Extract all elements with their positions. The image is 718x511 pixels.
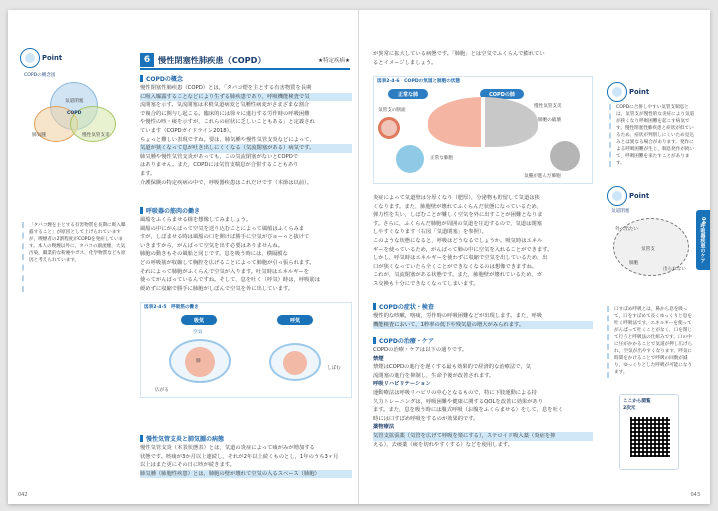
side-note: 「タバコ煙を主とする有害物質を長期に吸入曝露すること」が原因として上げられていますが，喫煙者の2割程度がCOPDを発症しています。本人の喫煙以外に，タバコの副流煙，大気汚染，職業的な粉塵やガス，化学物質なども原因と考えられています。 [22, 222, 126, 292]
heading-text: COPDの症状・検査 [379, 304, 434, 311]
line: ます。また，息を吸う時には腹式呼吸（お腹をふくらませる）をして，息を吐く [373, 407, 564, 414]
paragraph-symptoms [373, 312, 593, 329]
line: 呼吸リハビリテーション [373, 381, 431, 388]
fig-label: 肺胞の破壊 [538, 118, 561, 123]
qr-code-icon[interactable] [630, 417, 670, 457]
line: が異常に拡大している病態です。「肺胞」とは空気でふくらんで膨れてい [373, 51, 545, 57]
point-label: Point [629, 192, 650, 200]
line: 久力トレーニングは，呼吸困難や健康に関するQOLを改善に効果があり [373, 398, 544, 405]
line: す。さらに，ふくらんだ肺胞が周囲の気道を圧迫するので，気道は閉塞 [373, 220, 542, 227]
left-page [8, 10, 359, 504]
line: 風船をふくらませる様を想像してみましょう。 [140, 217, 252, 223]
label-widen: 広がる [155, 388, 169, 393]
line: すが，しぼませる時は風船の口を開けば勝手に空気がぴゅーっと抜けて [140, 234, 310, 241]
line: 肺気腫（肺胞性疾患）とは，肺胞の壁が壊れて空気の入るスペース（肺胞） [140, 470, 352, 479]
line: に吸入曝露することなどにより生ずる肺疾患であり，呼吸機能検査で気 [140, 93, 352, 102]
line: える），去痰薬（痰を切れやすくする）などを使用します。 [373, 441, 513, 448]
line: るとイメージしましょう。 [373, 59, 437, 66]
line: 機能検査において，1秒率の低下や残気量の増大がみられます。 [373, 321, 593, 330]
section-number: 6 [140, 53, 154, 67]
line: 慢性気管支炎（本表状態表）とは，気道の炎症によって痰がみが増加する [140, 445, 315, 451]
line: 風船の中にがんばって空気を送り込むことによって風船はふくらみま [140, 225, 305, 232]
line: 以上はまた更にその日に咳が続きます。 [140, 462, 235, 469]
page-number: 043 [690, 492, 700, 498]
line: 運動療法は呼吸リハビリの中心となるもので，特に下肢運動による持 [373, 389, 537, 396]
line: 慢性的な咳嗽，喀痰，労作時の呼吸困難などが出現します。また，呼吸 [373, 313, 543, 319]
figure-title: 図表2-4-5 呼吸筋の働き [144, 305, 199, 310]
side-note-pursed-lips: 口すぼめ呼吸とは，鼻から息を吸って，口をすぼめて長くゆっくりと息を吐く呼吸法です。エネルギーを使ってがんばって吐くことがなく，口を閉じて行うと呼吸法の仕組みです。口の中に圧がかかることで気道が押し広げられ，空気が出やすくなります。呼気に時間をかけることで呼吸の回数が減り，ゆっくりとした呼吸が可能になります。 [607, 306, 695, 378]
point-caption: COPDの概念図 [24, 73, 56, 78]
tab-number: 04 [700, 216, 706, 224]
line: 介護保険の特定疾病の中で，呼吸器疾患はこれだけです（本節は以前）。 [140, 179, 313, 186]
heading-text: 呼吸器の筋肉の働き [146, 208, 201, 215]
heading-text: COPDの概念 [146, 76, 183, 83]
chapter-tab [696, 210, 710, 270]
venn-label-top: 気道閉塞 [65, 99, 84, 104]
fig-label: 正常な肺胞 [430, 156, 453, 161]
tab-label: 呼吸器疾患のケア [699, 223, 706, 264]
label-inhale: 吸気 [181, 315, 217, 325]
heading-pathology [140, 434, 224, 443]
line: 炎症によって気道壁は分厚くなり（肥厚），分泌物も貯留して気道は狭 [373, 195, 540, 201]
section-tag: ★特定疾病★ [318, 58, 350, 64]
qr-label: ここから閲覧 2次元 [623, 399, 651, 411]
line: 肺胞の動きもその風船と同じです。息を吸う時には，横隔膜な [140, 251, 288, 258]
point-label: Point [629, 88, 650, 96]
line: で複合的に関与し起こる。臨床的には徐々に進行する労作時の呼吸困難 [140, 110, 310, 117]
right-page [359, 10, 710, 504]
line: ス交換も十分にできなくなってしまいます。 [373, 280, 479, 287]
line: 薬物療法 [373, 424, 395, 431]
line: ます。 [140, 170, 156, 177]
heading-symptoms [373, 302, 434, 311]
point-box-asthma [607, 82, 697, 182]
line: それによって肺胞がふくらんで空気が入ります。吐気時はエネルギーを [140, 268, 310, 275]
line: しかし，呼気時はエネルギーを使わずに収縮で空気を出しているため，出 [373, 255, 548, 262]
fig-label: 気腫が進んだ肺胞 [524, 174, 561, 179]
bubble-label: 外へ出たい [615, 227, 638, 232]
heading-respiratory-muscles [140, 206, 200, 215]
bubble-label: 出られない [663, 267, 686, 272]
line: 肺気腫や慢性気管支炎があっても，この気流閉塞がないとCOPDで [140, 153, 299, 160]
label-lungs: 肺 [196, 359, 201, 364]
qr-box [619, 394, 679, 470]
label-copd-lung: COPDの肺 [480, 89, 524, 99]
line: 禁煙 [373, 355, 384, 362]
book-spread [8, 10, 710, 504]
heading-text: 慢性気管支炎と肺気腫の病態 [146, 436, 225, 443]
bubble-label: 気管支 [641, 247, 655, 252]
lung-illustration [428, 97, 538, 147]
figure-respiratory-muscles [140, 302, 352, 398]
line: 慢性閉塞性肺疾患（COPD）とは，「タバコ煙を主とする有害物質を長期 [140, 85, 312, 91]
line: 流閉塞の進行を抑制し，生命予後が改善されます。 [373, 372, 495, 379]
line: 気道が狭くなって息が吐き出しにくくなる（気流閉塞がある）病気です。 [140, 144, 352, 153]
label-exhale: 呼気 [277, 315, 313, 325]
point-badge-icon [20, 48, 40, 68]
point-label: Point [42, 54, 63, 62]
bubble-label: 肺胞 [629, 261, 639, 266]
line: 流閉塞を示す。気流閉塞は末梢気道病変と気腫性病変がさまざまな割合 [140, 102, 310, 109]
venn-label-right: 慢性気管支炎 [82, 133, 110, 138]
bronchus-cross-section-shape [378, 117, 400, 139]
line: 気管支拡張薬（気管を広げて呼吸を楽にする），ステロイド吸入薬（炎症を抑 [373, 432, 593, 441]
heading-copd-concept [140, 74, 183, 83]
label-shrink: しぼむ [327, 366, 341, 371]
line: ギーを使っているため，がんばって肺の中に空気を入れることができます。 [373, 246, 553, 253]
line: 禁煙はCOPDの進行を遅くする最も効果的で経済的な治療法で，気 [373, 364, 532, 371]
line: 弾力性を失い，しぼむことが難しく空気を外に出すことが困難となりま [373, 212, 543, 219]
figure-title: 図表2-4-6 COPDの気道と肺胞の状態 [377, 79, 460, 84]
exhale-lungs-shape [283, 351, 307, 375]
section-header [140, 52, 350, 70]
label-air: 空気 [193, 330, 203, 335]
line: ちょっと難しい表現ですね。要は，肺気腫や慢性気管支炎などによって， [140, 136, 315, 143]
fig-label: 気管支の断面 [378, 108, 406, 113]
line: しやすくなります（右図「気道閉塞」を参照）。 [373, 229, 487, 236]
line: このような状態になると，呼吸はどうなるでしょうか。吸気時はエネル [373, 237, 543, 244]
line: これが，気流閉塞がある状態です。また，肺胞壁が壊れているため，ガ [373, 272, 542, 279]
line: ています（COPDガイドライン2018）。 [140, 127, 235, 134]
point-badge-icon [607, 186, 627, 206]
line: くなります。また，肺胞壁が壊れてふくらんだ状態になっているため， [373, 203, 542, 210]
paragraph-continued [373, 50, 593, 67]
line: や慢性の咳・痰を示すが，これらの症状に乏しいこともある」と定義され [140, 119, 315, 126]
paragraph-respiratory-muscles [140, 216, 352, 293]
line: 状態です。咳痰が3か月以上連続し，それが2年以上続くものとし，1年のうち3ヶ月 [140, 453, 339, 460]
venn-label-left: 肺気腫 [32, 133, 46, 138]
point-box-venn [20, 48, 125, 143]
line: 口が狭くなっていたら全くことができなくなるのは想像できますね。 [373, 263, 538, 270]
line: 使ってがんばっているんですね。そして，息を吐く（呼気）時は，呼吸筋は [140, 277, 320, 284]
figure-copd-airway [373, 76, 593, 184]
label-normal-lung: 正常な肺 [388, 89, 428, 99]
venn-label-center: COPD [67, 111, 82, 116]
paragraph-treatment [373, 346, 593, 449]
point-badge-icon [607, 82, 627, 102]
line: 緩めずに収縮で勝手に肺胞がしぼんで空気を外に出しています。 [140, 285, 294, 292]
paragraph-copd-concept [140, 84, 352, 187]
paragraph-pathology [140, 444, 352, 478]
point-box-airway-obstruction [607, 186, 697, 298]
heading-treatment [373, 336, 434, 345]
heading-text: COPDの治療・ケア [379, 338, 434, 345]
section-title: 慢性閉塞性肺疾患（COPD） [158, 54, 266, 65]
line: 時には口すぼめ呼吸をするのが効果的です。 [373, 415, 479, 422]
line: いきますから，がんばって空気を出す必要はありませんね。 [140, 242, 284, 249]
line: COPDの治療・ケアは以下の通りです。 [373, 347, 468, 353]
line: どの呼吸筋が収縮して胸腔を広げることによって肺胞が引っ張られます。 [140, 259, 315, 266]
normal-alveoli-shape [396, 145, 424, 173]
page-number: 042 [18, 492, 28, 498]
paragraph-airway-state [373, 194, 593, 289]
fig-label: 慢性気管支炎 [534, 104, 562, 109]
point-text: COPDに合併しやすい気管支喘息とは，気管支が慢性的な炎症により気道が狭くなり呼吸困難を起こす病気です。慢性閉塞性肺疾患と症状が似ているため，症状が判別しにくいため見込みとは異なる場合があります。発作による呼吸困難が生じ，喘息発作が続いて，呼吸困難を来たすことがあります。 [609, 104, 695, 167]
point-caption: 気道閉塞 [611, 209, 630, 214]
destroyed-alveoli-shape [550, 141, 580, 171]
line: はありません。また，COPDには気管支喘息が合併することもあり [140, 162, 299, 169]
